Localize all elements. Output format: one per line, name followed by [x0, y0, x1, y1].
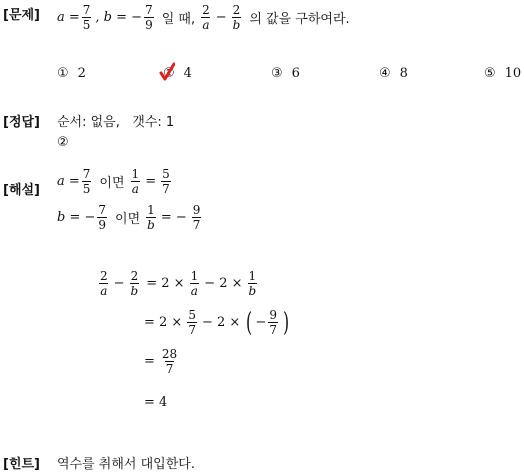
problem-a-def: a = [57, 10, 80, 25]
checkmark-icon [159, 62, 175, 82]
calc4-rhs: = 4 [144, 395, 168, 410]
calc2-inner-minus: − [255, 315, 267, 330]
fraction-a-value: $\frac{7}{5}$ [82, 3, 91, 32]
calc-line-1 [97, 270, 259, 297]
calc3-rhs: = [144, 354, 155, 369]
row2-lhs: b = − [57, 210, 96, 225]
answer-label: [정답] [3, 115, 40, 130]
calc2-f1: $\frac{5}{7}$ [188, 308, 196, 337]
row2-mid-text: 이면 [115, 212, 141, 227]
calc2-left-paren: ( [246, 307, 253, 338]
problem-label: [문제] [3, 8, 40, 23]
row1-lhs: a = [57, 174, 80, 189]
row1-reciprocal: $\frac{1}{a}$ [131, 167, 140, 196]
problem-tail-text: 의 값을 구하여라. [249, 12, 350, 27]
problem-b-def: , b = − [95, 10, 143, 25]
calc1-f1: $\frac{2}{a}$ [100, 269, 108, 298]
choice-value: 2 [77, 66, 86, 81]
choice-value: 4 [183, 66, 192, 81]
calc1-f3: $\frac{1}{a}$ [190, 269, 199, 298]
choice-marker: ① [57, 66, 69, 81]
answer-meta: 순서: 없음, 갯수: 1 [57, 115, 175, 130]
choice-value: 10 [504, 66, 522, 81]
calc2-f2: $\frac{9}{7}$ [269, 308, 277, 337]
choice-4[interactable] [379, 66, 408, 81]
solution-label: [해설] [3, 183, 40, 198]
choice-marker: ⑤ [484, 66, 496, 81]
calc1-f4: $\frac{1}{b}$ [248, 269, 257, 298]
problem-when-text: 일 때, [161, 12, 196, 27]
hint-label: [힌트] [3, 457, 40, 472]
row1-fraction: $\frac{7}{5}$ [82, 167, 91, 196]
calc-line-3 [144, 348, 180, 375]
solution-row-2 [57, 204, 203, 231]
choice-marker: ④ [379, 66, 391, 81]
solution-row-1 [57, 168, 173, 195]
row2-fraction: $\frac{7}{9}$ [98, 203, 107, 232]
choice-marker: ③ [271, 66, 283, 81]
calc1-rhs: = 2 × [146, 276, 185, 291]
fraction-2-over-a: $\frac{2}{a}$ [202, 3, 210, 32]
fraction-2-over-b: $\frac{2}{b}$ [232, 3, 241, 32]
row2-result: $\frac{9}{7}$ [192, 203, 201, 232]
row1-result: $\frac{5}{7}$ [162, 167, 170, 196]
calc-line-2 [144, 309, 292, 336]
calc3-fraction: $\frac{28}{7}$ [161, 347, 178, 376]
choice-3[interactable] [271, 66, 300, 81]
calc2-rhs: = 2 × [144, 315, 183, 330]
calc1-minus: − [113, 276, 125, 291]
row1-mid-text: 이면 [99, 176, 125, 191]
calc1-mid: − 2 × [204, 276, 243, 291]
minus-sign: − [215, 10, 227, 25]
calc1-f2: $\frac{2}{b}$ [130, 269, 139, 298]
calc2-right-paren: ) [283, 307, 290, 338]
row1-equals: = [145, 174, 157, 189]
calc-line-4 [144, 395, 167, 410]
choice-1[interactable] [57, 66, 86, 81]
calc2-mid: − 2 × [201, 315, 241, 330]
choice-2[interactable] [163, 66, 192, 81]
row2-equals: = − [160, 210, 187, 225]
hint-text: 역수를 취해서 대입한다. [57, 457, 195, 472]
choice-marker-wrap [163, 66, 184, 81]
answer-choice: ② [57, 135, 69, 150]
choice-value: 6 [291, 66, 300, 81]
fraction-b-value: $\frac{7}{9}$ [145, 3, 153, 32]
choice-marker: ② [163, 66, 175, 81]
choice-value: 8 [399, 66, 408, 81]
choice-5[interactable] [484, 66, 521, 81]
problem-statement [57, 4, 350, 31]
row2-reciprocal: $\frac{1}{b}$ [147, 203, 155, 232]
